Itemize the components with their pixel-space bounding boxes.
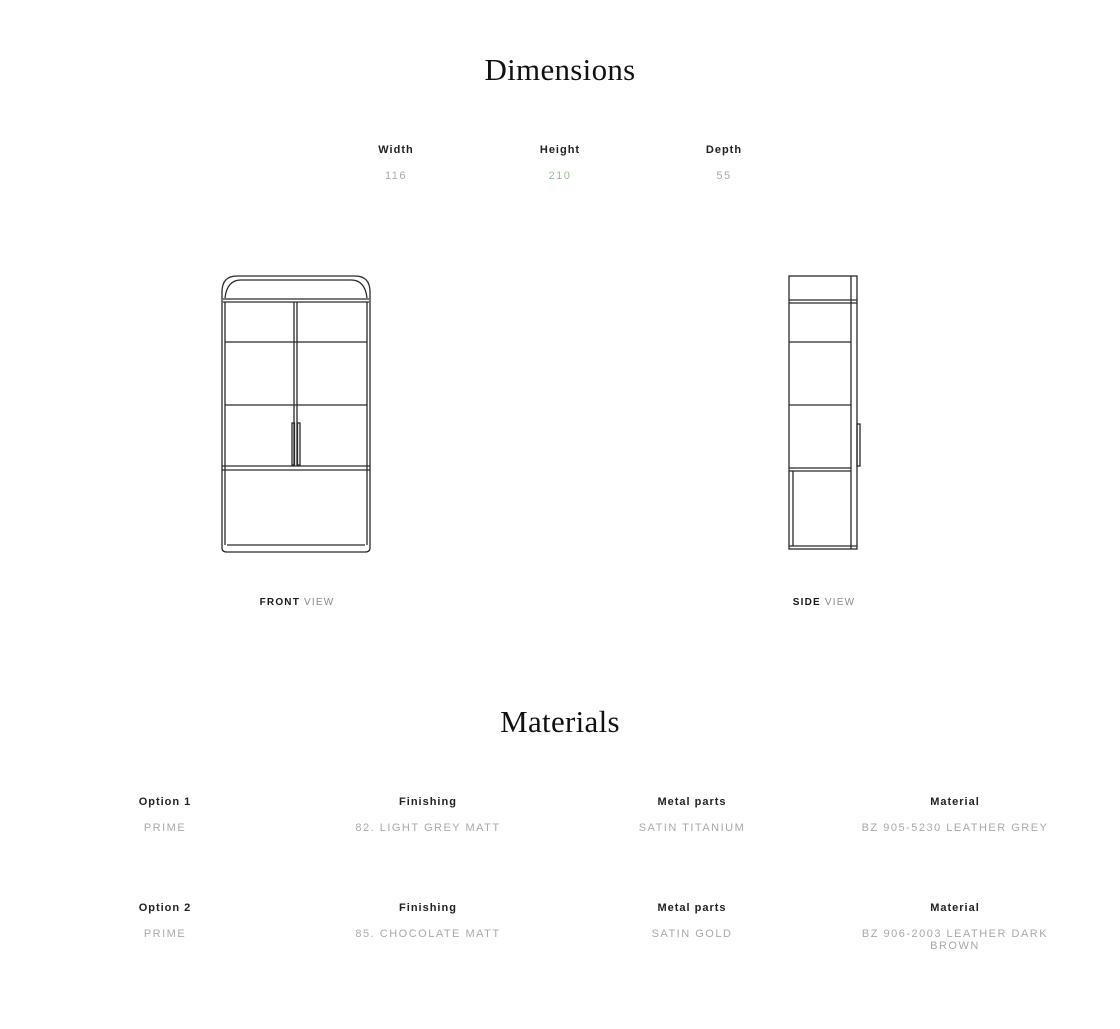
material-label: Material (930, 796, 980, 808)
width-label: Width (378, 144, 414, 156)
option-1-finishing (308, 796, 548, 834)
metal-parts-label: Metal parts (657, 796, 727, 808)
metal-parts-value: SATIN TITANIUM (638, 822, 746, 834)
front-view-caption (217, 597, 377, 608)
option-2-option (45, 902, 285, 940)
depth-value: 55 (716, 170, 732, 182)
option-label: Option 2 (138, 902, 192, 914)
metal-parts-value: SATIN GOLD (651, 928, 733, 940)
side-view-caption (744, 597, 904, 608)
depth-label: Depth (705, 144, 743, 156)
finishing-value: 85. CHOCOLATE MATT (355, 928, 501, 940)
height-value: 210 (548, 170, 572, 182)
finishing-value: 82. LIGHT GREY MATT (355, 822, 501, 834)
option-2-metal-parts (572, 902, 812, 940)
option-1-material (835, 796, 1075, 834)
option-label: Option 1 (138, 796, 192, 808)
dimensions-title: Dimensions (484, 52, 636, 87)
option-2-finishing (308, 902, 548, 940)
depth-spec (664, 144, 784, 182)
option-1-metal-parts (572, 796, 812, 834)
width-spec (336, 144, 456, 182)
finishing-label: Finishing (399, 902, 457, 914)
width-value: 116 (384, 170, 408, 182)
side-view-caption-rest: VIEW (824, 597, 856, 608)
front-view-caption-bold: FRONT (259, 597, 301, 608)
metal-parts-label: Metal parts (657, 902, 727, 914)
option-1-option (45, 796, 285, 834)
front-view-caption-rest: VIEW (304, 597, 335, 608)
height-label: Height (539, 144, 581, 156)
side-view-caption-bold: SIDE (792, 597, 821, 608)
material-value: BZ 905-5230 LEATHER GREY (861, 822, 1049, 834)
material-label: Material (930, 902, 980, 914)
option-2-material (850, 902, 1060, 952)
option-value: PRIME (143, 928, 187, 940)
materials-title: Materials (500, 704, 620, 739)
height-spec (500, 144, 620, 182)
side-view-drawing (783, 270, 873, 555)
finishing-label: Finishing (399, 796, 457, 808)
front-view-drawing (215, 270, 377, 555)
option-value: PRIME (143, 822, 187, 834)
material-value: BZ 906-2003 LEATHER DARK BROWN (861, 928, 1049, 952)
